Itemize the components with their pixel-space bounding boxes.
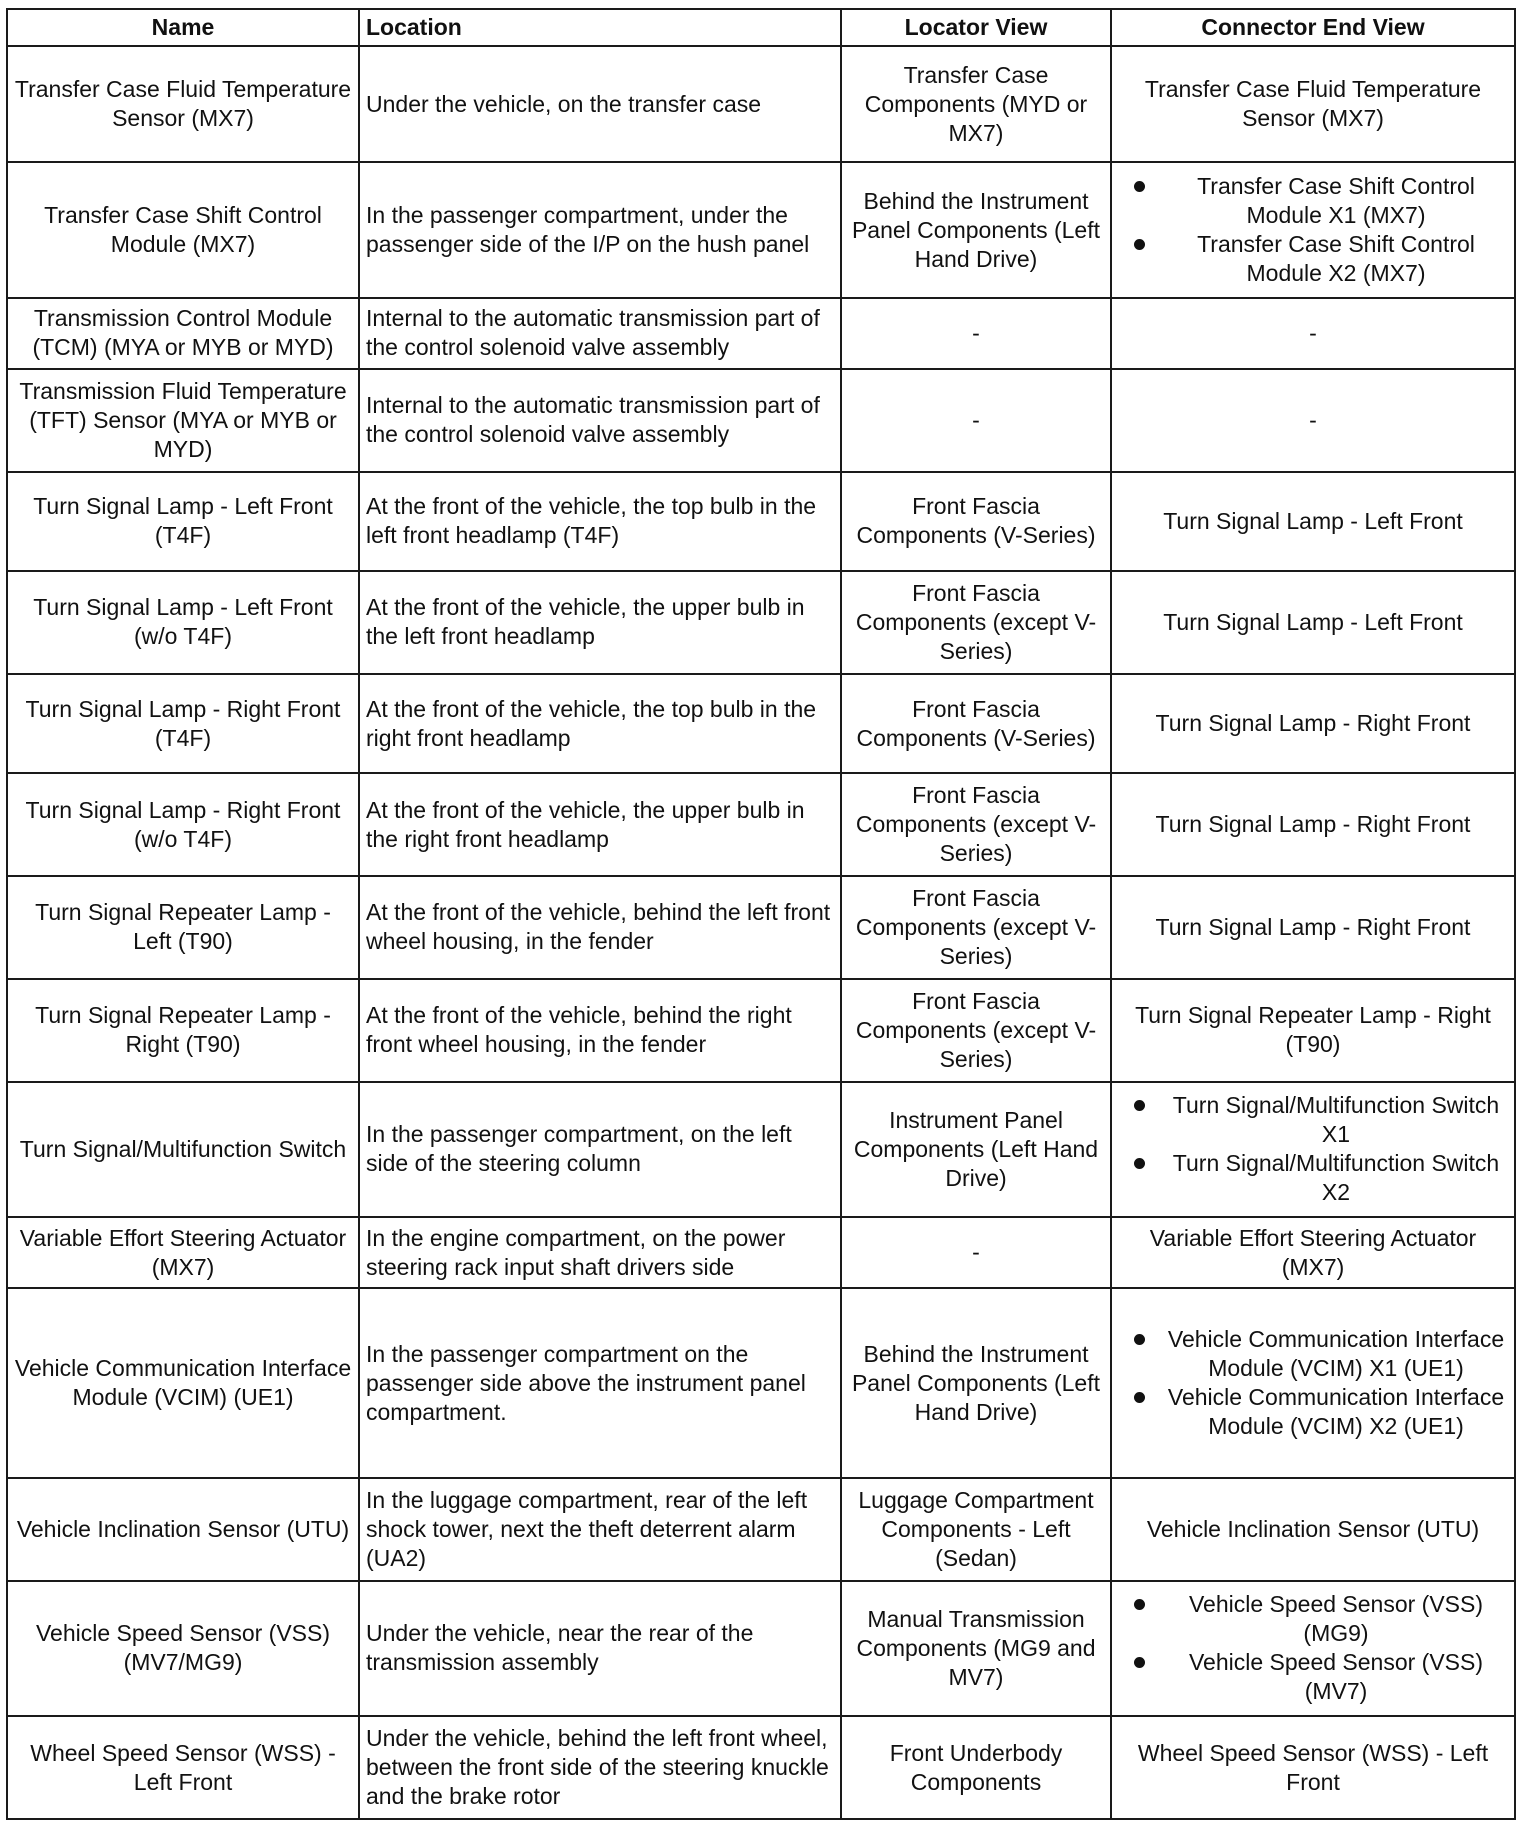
cell-locator-view: Manual Transmission Components (MG9 and MV7)	[841, 1581, 1111, 1717]
cell-name: Wheel Speed Sensor (WSS) - Left Front	[7, 1716, 359, 1819]
bullet-icon	[1134, 1657, 1145, 1668]
cell-location: Internal to the automatic transmission part of the control solenoid valve assembly	[359, 298, 841, 369]
cell-name: Turn Signal Repeater Lamp - Right (T90)	[7, 979, 359, 1082]
connector-list	[1118, 1590, 1508, 1706]
cell-location: Under the vehicle, near the rear of the transmission assembly	[359, 1581, 841, 1717]
cell-location: At the front of the vehicle, behind the left front wheel housing, in the fender	[359, 876, 841, 979]
cell-name: Turn Signal Repeater Lamp - Left (T90)	[7, 876, 359, 979]
cell-name: Vehicle Communication Interface Module (VCIM) (UE1)	[7, 1288, 359, 1478]
table-row	[7, 1288, 1515, 1478]
cell-connector-end-view	[1111, 162, 1515, 298]
cell-location: In the passenger compartment, under the passenger side of the I/P on the hush panel	[359, 162, 841, 298]
connector-list-item	[1132, 1325, 1508, 1383]
cell-connector-end-view: Turn Signal Lamp - Left Front	[1111, 571, 1515, 674]
cell-location: In the passenger compartment on the passenger side above the instrument panel compartment.	[359, 1288, 841, 1478]
cell-name: Vehicle Speed Sensor (VSS) (MV7/MG9)	[7, 1581, 359, 1717]
cell-connector-end-view	[1111, 1288, 1515, 1478]
table-row	[7, 369, 1515, 472]
table-header	[7, 9, 1515, 46]
cell-location: At the front of the vehicle, the top bulb in the left front headlamp (T4F)	[359, 472, 841, 571]
bullet-icon	[1134, 1392, 1145, 1403]
header-connector-end-view: Connector End View	[1111, 9, 1515, 46]
cell-connector-end-view	[1111, 1082, 1515, 1218]
connector-list-item-text: Transfer Case Shift Control Module X1 (MX7)	[1197, 173, 1475, 229]
table-row	[7, 876, 1515, 979]
bullet-icon	[1134, 1100, 1145, 1111]
component-locator-table	[6, 8, 1516, 1820]
connector-list	[1118, 172, 1508, 288]
connector-list-item-text: Vehicle Communication Interface Module (VCIM) X1 (UE1)	[1167, 1326, 1505, 1382]
cell-name: Transfer Case Fluid Temperature Sensor (MX7)	[7, 46, 359, 162]
cell-connector-end-view: Turn Signal Lamp - Right Front	[1111, 876, 1515, 979]
table-row	[7, 1716, 1515, 1819]
connector-list-item	[1132, 1091, 1508, 1149]
table-row	[7, 674, 1515, 773]
cell-locator-view: Front Fascia Components (except V-Series)	[841, 571, 1111, 674]
cell-connector-end-view: Turn Signal Lamp - Right Front	[1111, 674, 1515, 773]
cell-connector-end-view: Vehicle Inclination Sensor (UTU)	[1111, 1478, 1515, 1581]
cell-locator-view: -	[841, 369, 1111, 472]
cell-connector-end-view: Turn Signal Lamp - Right Front	[1111, 773, 1515, 876]
connector-list-item-text: Turn Signal/Multifunction Switch X2	[1172, 1150, 1500, 1206]
connector-list-item	[1132, 230, 1508, 288]
cell-name: Turn Signal Lamp - Left Front (w/o T4F)	[7, 571, 359, 674]
cell-locator-view: Behind the Instrument Panel Components (Left Hand Drive)	[841, 162, 1111, 298]
bullet-icon	[1134, 1599, 1145, 1610]
cell-connector-end-view: Transfer Case Fluid Temperature Sensor (MX7)	[1111, 46, 1515, 162]
cell-location: In the engine compartment, on the power steering rack input shaft drivers side	[359, 1217, 841, 1288]
cell-locator-view: Front Fascia Components (except V-Series)	[841, 773, 1111, 876]
cell-name: Variable Effort Steering Actuator (MX7)	[7, 1217, 359, 1288]
cell-connector-end-view	[1111, 1581, 1515, 1717]
connector-list-item	[1132, 1149, 1508, 1207]
cell-name: Vehicle Inclination Sensor (UTU)	[7, 1478, 359, 1581]
connector-list	[1118, 1325, 1508, 1441]
table-row	[7, 1478, 1515, 1581]
table-row	[7, 1581, 1515, 1717]
table-body	[7, 46, 1515, 1819]
cell-name: Transfer Case Shift Control Module (MX7)	[7, 162, 359, 298]
connector-list	[1118, 1091, 1508, 1207]
cell-name: Transmission Fluid Temperature (TFT) Sensor (MYA or MYB or MYD)	[7, 369, 359, 472]
cell-connector-end-view: -	[1111, 369, 1515, 472]
cell-locator-view: Transfer Case Components (MYD or MX7)	[841, 46, 1111, 162]
cell-locator-view: Front Fascia Components (except V-Series)	[841, 876, 1111, 979]
table-row	[7, 773, 1515, 876]
cell-locator-view: -	[841, 1217, 1111, 1288]
cell-locator-view: Front Underbody Components	[841, 1716, 1111, 1819]
bullet-icon	[1134, 181, 1145, 192]
cell-locator-view: -	[841, 298, 1111, 369]
cell-location: In the luggage compartment, rear of the left shock tower, next the theft deterrent alarm (UA2)	[359, 1478, 841, 1581]
table-row	[7, 1217, 1515, 1288]
cell-location: At the front of the vehicle, the upper bulb in the right front headlamp	[359, 773, 841, 876]
cell-locator-view: Front Fascia Components (V-Series)	[841, 674, 1111, 773]
cell-location: In the passenger compartment, on the left side of the steering column	[359, 1082, 841, 1218]
connector-list-item-text: Vehicle Speed Sensor (VSS) (MV7)	[1188, 1649, 1484, 1705]
cell-location: At the front of the vehicle, the upper bulb in the left front headlamp	[359, 571, 841, 674]
table-row	[7, 979, 1515, 1082]
cell-locator-view: Behind the Instrument Panel Components (Left Hand Drive)	[841, 1288, 1111, 1478]
connector-list-item	[1132, 1383, 1508, 1441]
table-row	[7, 1082, 1515, 1218]
connector-list-item	[1132, 172, 1508, 230]
table-row	[7, 46, 1515, 162]
connector-list-item-text: Vehicle Communication Interface Module (VCIM) X2 (UE1)	[1167, 1384, 1505, 1440]
cell-name: Turn Signal Lamp - Left Front (T4F)	[7, 472, 359, 571]
header-row	[7, 9, 1515, 46]
cell-locator-view: Front Fascia Components (except V-Series)	[841, 979, 1111, 1082]
table-row	[7, 162, 1515, 298]
cell-name: Turn Signal Lamp - Right Front (T4F)	[7, 674, 359, 773]
cell-connector-end-view: -	[1111, 298, 1515, 369]
table-row	[7, 298, 1515, 369]
cell-location: Internal to the automatic transmission part of the control solenoid valve assembly	[359, 369, 841, 472]
connector-list-item	[1132, 1590, 1508, 1648]
connector-list-item-text: Transfer Case Shift Control Module X2 (MX7)	[1197, 231, 1475, 287]
cell-location: Under the vehicle, on the transfer case	[359, 46, 841, 162]
cell-connector-end-view: Wheel Speed Sensor (WSS) - Left Front	[1111, 1716, 1515, 1819]
bullet-icon	[1134, 239, 1145, 250]
header-location: Location	[359, 9, 841, 46]
cell-location: At the front of the vehicle, the top bulb in the right front headlamp	[359, 674, 841, 773]
cell-connector-end-view: Turn Signal Lamp - Left Front	[1111, 472, 1515, 571]
table-row	[7, 472, 1515, 571]
cell-name: Turn Signal/Multifunction Switch	[7, 1082, 359, 1218]
cell-locator-view: Luggage Compartment Components - Left (Sedan)	[841, 1478, 1111, 1581]
cell-locator-view: Front Fascia Components (V-Series)	[841, 472, 1111, 571]
cell-location: Under the vehicle, behind the left front wheel, between the front side of the steering knuckle and the brake rotor	[359, 1716, 841, 1819]
bullet-icon	[1134, 1158, 1145, 1169]
connector-list-item-text: Turn Signal/Multifunction Switch X1	[1172, 1092, 1500, 1148]
table-row	[7, 571, 1515, 674]
header-locator-view: Locator View	[841, 9, 1111, 46]
cell-name: Turn Signal Lamp - Right Front (w/o T4F)	[7, 773, 359, 876]
cell-connector-end-view: Turn Signal Repeater Lamp - Right (T90)	[1111, 979, 1515, 1082]
connector-list-item-text: Vehicle Speed Sensor (VSS) (MG9)	[1188, 1591, 1484, 1647]
cell-name: Transmission Control Module (TCM) (MYA or MYB or MYD)	[7, 298, 359, 369]
cell-location: At the front of the vehicle, behind the right front wheel housing, in the fender	[359, 979, 841, 1082]
header-name: Name	[7, 9, 359, 46]
connector-list-item	[1132, 1648, 1508, 1706]
bullet-icon	[1134, 1334, 1145, 1345]
cell-connector-end-view: Variable Effort Steering Actuator (MX7)	[1111, 1217, 1515, 1288]
cell-locator-view: Instrument Panel Components (Left Hand Drive)	[841, 1082, 1111, 1218]
